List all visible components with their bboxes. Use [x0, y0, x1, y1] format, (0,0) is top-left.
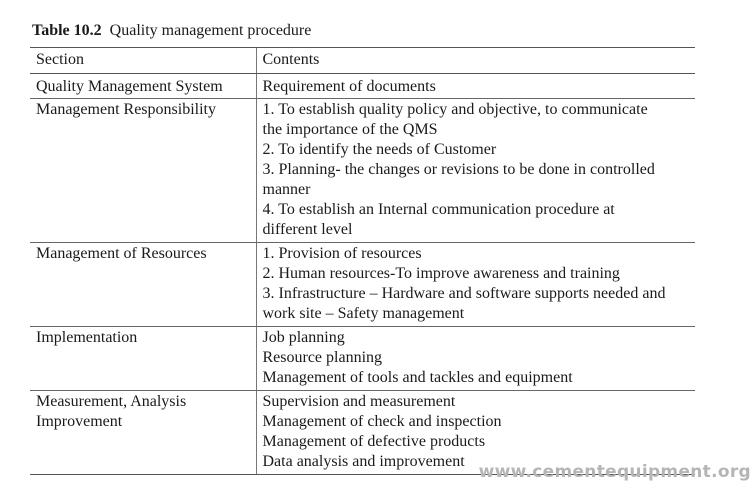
section-cell — [30, 391, 256, 475]
contents-line: Resource planning — [262, 349, 383, 366]
section-cell: Implementation — [30, 327, 256, 391]
contents-line: manner — [262, 181, 311, 198]
contents-cell — [256, 243, 695, 327]
contents-line: the importance of the QMS — [262, 121, 438, 138]
table-row — [30, 74, 695, 99]
contents-line: 1. To establish quality policy and objective, to communicate — [262, 101, 648, 118]
section-line: Measurement, Analysis — [36, 393, 187, 410]
contents-cell — [256, 327, 695, 391]
contents-line: Management of defective products — [262, 433, 486, 450]
contents-line: different level — [262, 221, 353, 238]
table-row — [30, 99, 695, 243]
table-header-row — [30, 48, 695, 74]
section-line: Improvement — [36, 413, 123, 430]
contents-line: 2. To identify the needs of Customer — [262, 141, 497, 158]
table-title: Quality management procedure — [109, 22, 312, 39]
contents-line: 4. To establish an Internal communication procedure at — [262, 201, 615, 218]
contents-cell — [256, 99, 695, 243]
contents-line: 2. Human resources-To improve awareness and training — [262, 265, 620, 282]
contents-line: 3. Infrastructure – Hardware and software supports needed and — [262, 285, 666, 302]
column-header-section: Section — [30, 48, 256, 74]
contents-line: Management of check and inspection — [262, 413, 502, 430]
contents-cell — [256, 74, 695, 99]
contents-line: 1. Provision of resources — [262, 245, 422, 262]
contents-line: Data analysis and improvement — [262, 453, 465, 470]
contents-line: Supervision and measurement — [262, 393, 456, 410]
table-number: Table 10.2 — [32, 22, 102, 39]
column-header-contents: Contents — [256, 48, 695, 74]
watermark: www.cementequipment.org — [478, 462, 751, 482]
table-row — [30, 243, 695, 327]
quality-management-table — [30, 47, 695, 475]
contents-line: Requirement of documents — [262, 78, 436, 95]
section-cell: Management of Resources — [30, 243, 256, 327]
contents-line: Job planning — [262, 329, 345, 346]
section-cell: Quality Management System — [30, 74, 256, 99]
section-cell: Management Responsibility — [30, 99, 256, 243]
contents-line: work site – Safety management — [262, 305, 465, 322]
contents-line: Management of tools and tackles and equipment — [262, 369, 573, 386]
contents-line: 3. Planning- the changes or revisions to be done in controlled — [262, 161, 655, 178]
table-row — [30, 327, 695, 391]
table-caption — [32, 21, 311, 41]
